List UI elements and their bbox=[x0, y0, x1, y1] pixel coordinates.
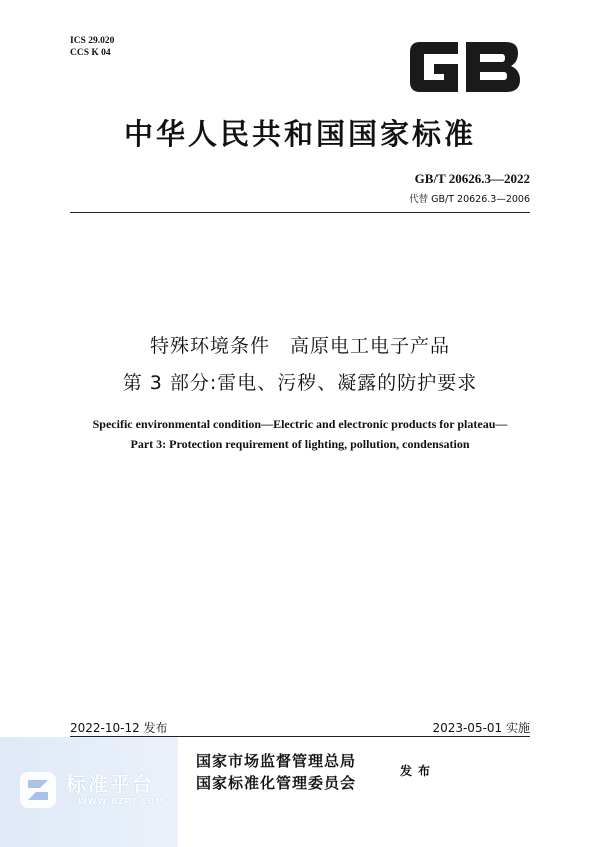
bzpt-logo-icon bbox=[18, 770, 58, 810]
issuer-org-1: 国家市场监督管理总局 bbox=[196, 752, 357, 770]
chinese-title-line1: 特殊环境条件 高原电工电子产品 bbox=[149, 335, 450, 357]
ccs-code: CCS K 04 bbox=[70, 48, 111, 58]
replaces-standard: 代替 GB/T 20626.3—2006 bbox=[409, 194, 530, 205]
top-divider bbox=[70, 212, 530, 213]
watermark-brand: 标准平台 bbox=[66, 772, 154, 796]
watermark-url: WWW.BZPT.COM bbox=[78, 797, 165, 806]
national-standard-title: 中华人民共和国国家标准 bbox=[123, 117, 476, 151]
english-title-line2: Part 3: Protection requirement of lighting, pollution, condensation bbox=[130, 437, 470, 451]
publish-label: 发布 bbox=[400, 764, 437, 778]
gb-logo-text: GB bbox=[406, 38, 408, 39]
ics-code: ICS 29.020 bbox=[70, 36, 115, 46]
issue-date: 2022-10-12 发布 bbox=[70, 721, 168, 735]
english-title-line1: Specific environmental condition—Electric and electronic products for plateau— bbox=[92, 417, 508, 431]
chinese-title-line2: 第 3 部分:雷电、污秽、凝露的防护要求 bbox=[122, 372, 478, 394]
implementation-date: 2023-05-01 实施 bbox=[432, 721, 530, 735]
classification-codes bbox=[70, 35, 114, 59]
standard-number: GB/T 20626.3—2022 bbox=[414, 171, 530, 186]
gb-logo bbox=[406, 38, 524, 96]
issuer-org-2: 国家标准化管理委员会 bbox=[196, 774, 357, 792]
